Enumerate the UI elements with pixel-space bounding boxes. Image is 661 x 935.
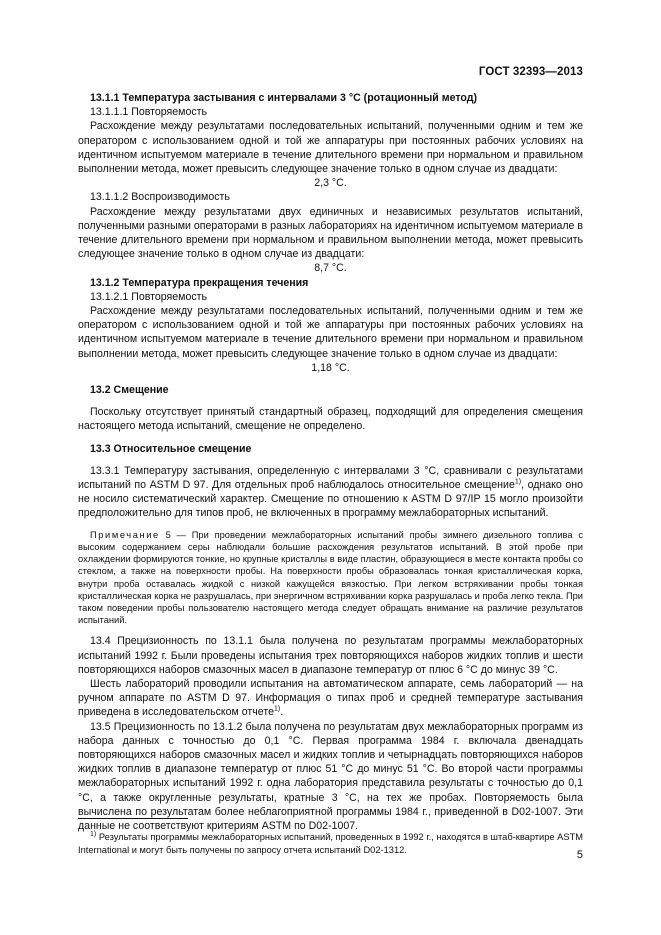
paragraph-13-5: 13.5 Прецизионность по 13.1.2 была получена по результатам двух межлабораторных программ из набора данных с точностью до 0,1 °С. Первая программа 1984 г. включала двенадцать повторяющихся наборов смазочных масел и жидких топлив и четырнадцать повторяющихся наборов жидких топлив в диапазоне температур от плюс 51 °С до минус 51 °С. Во второй части программы межлабораторных испытаний 1992 г. одна лаборатория представила результаты с точностью до 0,1 °С, а также округленные результаты, кратные 3 °С, на тех же пробах. Повторяемость была вычислена по результатам более неблагоприятной программы 1984 г., приведенной в D02-1007. Эти данные не соответствуют критериям ASTM по D02-1007. [78, 720, 583, 832]
page-number: 5 [576, 849, 583, 861]
note-5 [78, 529, 583, 627]
section-heading-13-1-2: 13.1.2 Температура прекращения течения [90, 276, 309, 289]
paragraph-laboratories [78, 677, 583, 720]
footnote-reference: 1) [514, 478, 522, 486]
paragraph-bias-text: Поскольку отсутствует принятый стандартный образец, подходящий для определения смещения настоящего метода испытаний, смещение не определено. [78, 406, 583, 433]
relative-bias-text-part1: 13.3.1 Температуру застывания, определенную с интервалами 3 °С, сравнивали с результатами испытаний по ASTM D 97. Для отдельных проб наблюдалось относительное смещение [78, 464, 583, 492]
footnote-text: Результаты программы межлабораторных испытаний, проведенных в 1992 г., находятся в штаб-квартире ASTM International и могут быть получены по запросу отчета испытаний D02-1312. [78, 832, 583, 855]
laboratories-text: Шесть лабораторий проводили испытания на автоматическом аппарате, семь лабораторий — на ручном аппарате по ASTM D 97. Информация о типах проб и средней температуре застывания приведена в исследовательском отчете [78, 677, 583, 719]
paragraph-reproducibility-text: Расхождение между результатами двух единичных и независимых результатов испытаний, полученными разными операторами в разных лабораториях на идентичном испытуемом материале в течение длительного времени при нормальном и правильном выполнении метода, может превысить следующее значение только в одном случае из двадцати: [78, 205, 583, 261]
paragraph-repeatability-text: Расхождение между результатами последовательных испытаний, полученными одним и тем же оператором с использованием одной и той же аппаратуры при постоянных рабочих условиях на идентичном испытуемом материале в течение длительного времени при нормальном и правильном выполнении метода, может превысить следующее значение только в одном случае из двадцати: [78, 120, 583, 176]
footnote [78, 831, 583, 856]
note-label: Примечание [90, 529, 160, 540]
footnote-mark: 1) [90, 831, 97, 839]
section-heading-13-1-1: 13.1.1 Температура застывания с интервалами 3 °С (ротационный метод) [90, 92, 477, 104]
paragraph-relative-bias-text [78, 464, 583, 521]
value-reproducibility-pour-point: 8,7 °С. [314, 262, 347, 275]
section-heading-13-3: 13.3 Относительное смещение [90, 442, 252, 455]
value-repeatability-pour-point: 2,3 °С. [314, 177, 347, 190]
document-standard-number: ГОСТ 32393—2013 [478, 66, 583, 78]
subsection-heading-13-1-2-1: 13.1.2.1 Повторяемость [90, 290, 208, 303]
laboratories-text-end: . [280, 706, 284, 719]
relative-bias-text-part2: , однако оно не носило систематический характер. Смещение по отношению к ASTM D 97/IP 15 могло произойти предположительно для типов проб, не включенных в программу межлабораторных испытаний. [78, 479, 583, 520]
note-5-text: 5 — При проведении межлабораторных испытаний пробы зимнего дизельного топлива с высоким содержанием серы наблюдали большие расхождения результатов испытаний. В этой пробе при охлаждении формируются тонкие, но крупные кристаллы в виде пластин, образующиеся в месте контакта пробы со стеклом, а также на поверхности пробы. На поверхности пробы образовалась тонкая кристаллическая корка, внутри проба оставалась жидкой с низкой кажущейся вязкостью. При легком встряхивании пробы тонкая кристаллическая корка не разрушалась, при энергичном встряхивании корка разрушалась и проба легко текла. При таком поведении пробы пользователю настоящего метода следует обращать внимание на различие результатов испытаний. [78, 529, 583, 626]
subsection-heading-13-1-1-2: 13.1.1.2 Воспроизводимость [90, 191, 230, 204]
section-heading-13-2: 13.2 Смещение [90, 384, 169, 397]
document-body [78, 91, 583, 833]
value-repeatability-no-flow: 1,18 °С. [311, 361, 350, 374]
subsection-heading-13-1-1-1: 13.1.1.1 Повторяемость [90, 106, 208, 119]
paragraph-repeatability-no-flow-text: Расхождение между результатами последовательных испытаний, полученными одним и тем же оператором с использованием одной и той же аппаратуры при постоянных рабочих условиях на идентичном испытуемом материале в течение длительного времени при нормальном и правильном выполнении метода, может превысить следующее значение только в одном случае из двадцати: [78, 305, 583, 360]
footnote-divider [78, 818, 188, 819]
paragraph-13-4: 13.4 Прецизионность по 13.1.1 была получена по результатам программы межлабораторных испытаний 1992 г. Были проведены испытания трех повторяющихся наборов жидких топлив и шести повторяющихся наборов смазочных масел в диапазоне температур от плюс 6 °С до минус 39 °С. [78, 635, 583, 676]
footnote-reference-2: 1) [273, 705, 281, 713]
